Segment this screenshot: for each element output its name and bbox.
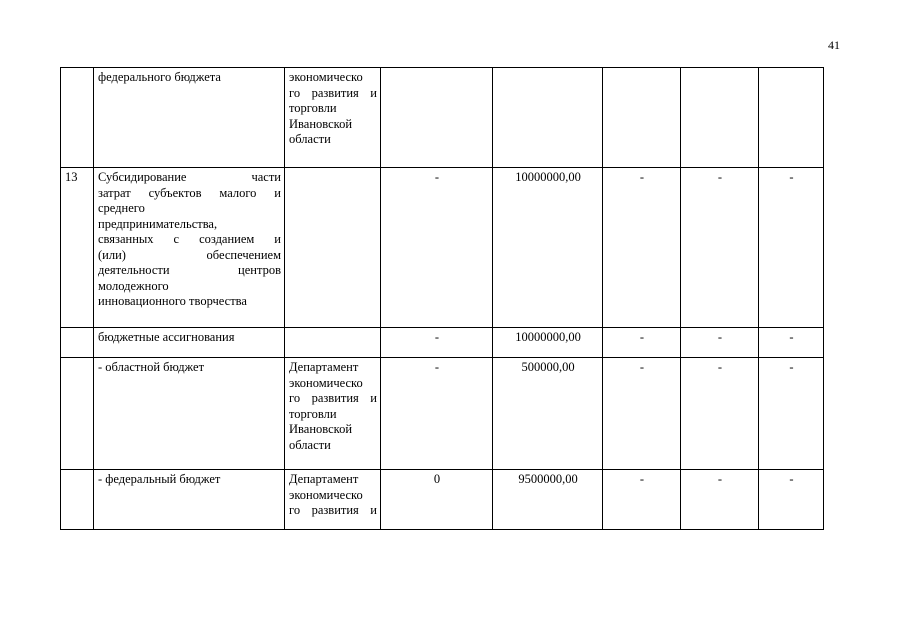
executor-cell — [285, 168, 381, 328]
value-cell-4: - — [681, 470, 759, 530]
value-cell-5: - — [759, 470, 824, 530]
event-name-cell — [94, 328, 285, 358]
event-name-line: среднего — [98, 201, 145, 215]
executor-line: торговли — [289, 406, 337, 421]
event-name-line: связанных с созданием и — [98, 232, 281, 246]
event-name-line: затрат субъектов малого и — [98, 185, 281, 200]
table-row — [61, 470, 824, 530]
value-cell-5: - — [759, 328, 824, 358]
event-name-cell — [94, 168, 285, 328]
event-name-line: (или) обеспечением — [98, 247, 281, 262]
value-cell-1: - — [381, 168, 493, 328]
value-cell-2 — [493, 68, 603, 168]
executor-cell — [285, 68, 381, 168]
value-cell-1: - — [381, 328, 493, 358]
executor-line: Департамент — [289, 472, 359, 486]
event-name-line: бюджетные ассигнования — [98, 330, 235, 344]
value-cell-3: - — [603, 470, 681, 530]
event-name-line: молодежного — [98, 278, 169, 293]
row-number-cell — [61, 328, 94, 358]
value-cell-2: 10000000,00 — [493, 168, 603, 328]
table-row — [61, 168, 824, 328]
event-name-cell — [94, 68, 285, 168]
row-number-cell — [61, 358, 94, 470]
event-name-line: деятельности центров — [98, 263, 281, 277]
value-cell-1: 0 — [381, 470, 493, 530]
executor-line: Ивановской — [289, 116, 353, 131]
row-number-cell — [61, 470, 94, 530]
value-cell-1: - — [381, 358, 493, 470]
executor-line: Ивановской — [289, 422, 353, 436]
executor-line: Департамент — [289, 360, 359, 374]
executor-line: экономическо — [289, 70, 363, 84]
executor-line: области — [289, 437, 331, 452]
value-cell-4: - — [681, 358, 759, 470]
row-number-cell: 13 — [61, 168, 94, 328]
value-cell-4: - — [681, 328, 759, 358]
executor-line: го развития и — [289, 503, 377, 517]
value-cell-2: 10000000,00 — [493, 328, 603, 358]
value-cell-4 — [681, 68, 759, 168]
value-cell-5: - — [759, 358, 824, 470]
value-cell-3: - — [603, 168, 681, 328]
event-name-cell — [94, 358, 285, 470]
value-cell-3: - — [603, 358, 681, 470]
event-name-line: - областной бюджет — [98, 360, 205, 374]
executor-line: экономическо — [289, 487, 363, 502]
value-cell-5 — [759, 68, 824, 168]
executor-line: го развития и — [289, 391, 377, 405]
executor-line: го развития и — [289, 85, 377, 100]
event-name-line: Субсидирование части — [98, 170, 281, 184]
value-cell-2: 500000,00 — [493, 358, 603, 470]
table-row — [61, 328, 824, 358]
executor-line: области — [289, 132, 331, 146]
executor-line: экономическо — [289, 375, 363, 390]
value-cell-5: - — [759, 168, 824, 328]
event-name-line: инновационного творчества — [98, 294, 247, 308]
value-cell-3: - — [603, 328, 681, 358]
event-name-line: - федеральный бюджет — [98, 472, 221, 486]
executor-cell — [285, 358, 381, 470]
value-cell-2: 9500000,00 — [493, 470, 603, 530]
value-cell-4: - — [681, 168, 759, 328]
executor-cell — [285, 470, 381, 530]
table-row — [61, 68, 824, 168]
row-number-cell — [61, 68, 94, 168]
page-number: 41 — [828, 38, 840, 52]
value-cell-1 — [381, 68, 493, 168]
event-name-cell — [94, 470, 285, 530]
event-name-line: федерального бюджета — [98, 70, 221, 84]
table-row — [61, 358, 824, 470]
budget-table — [60, 67, 824, 530]
executor-cell — [285, 328, 381, 358]
event-name-line: предпринимательства, — [98, 216, 218, 231]
executor-line: торговли — [289, 101, 337, 115]
value-cell-3 — [603, 68, 681, 168]
